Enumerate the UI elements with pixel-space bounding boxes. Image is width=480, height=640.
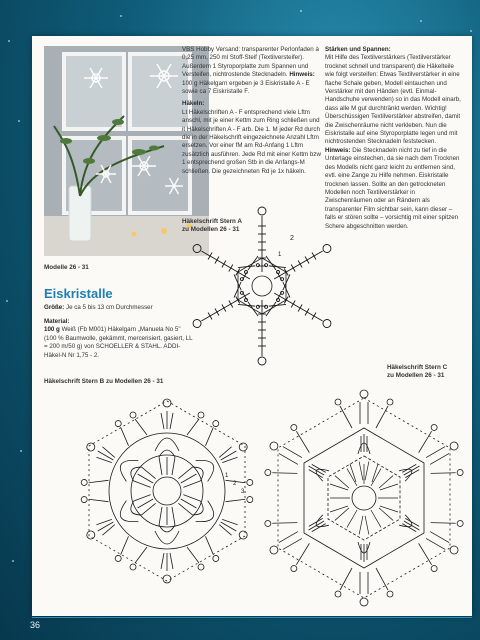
hint-label: Hinweis:: [289, 71, 315, 79]
crochet-diagram-star-c: [262, 386, 467, 611]
round-mark-a-2: 2: [290, 235, 294, 242]
models-label: Modelle 26 - 31: [44, 264, 89, 271]
material-info: [44, 318, 194, 364]
hint-text: 100 g Häkelgarn ergeben je 3 Eiskristalle A - E sowie ca 7 Eiskristalle F.: [182, 79, 310, 96]
crochet-diagram-star-b: [62, 391, 272, 591]
staerken-hint-text: Die Stecknadeln nicht zu tief in die Unterlage einstechen, da sie nach dem Trocknen des Modells nicht ganz leicht zu entfernen sind, evtl. eine Zange zu Hilfe nehmen. Eiskristalle trocknen lassen. Sollte an den getrockneten Modellen noch Textilverstärker in Zwischenräumen oder an Rändern als transparenter Film sichtbar sein, kann dieser – falls er stören sollte – vorsichtig mit einer spitzen Schere abgeschnitten werden.: [325, 146, 460, 230]
page-number: 36: [30, 620, 41, 630]
material-text: Weiß (Fb M001) Häkelgarn „Manuela No 5" (100 % Baumwolle, gekämmt, mercerisiert, gasiert, LL = 200 m/50 g) von SCHOELLER & STAHL. ADDI-Häkel-N Nr 1,75 - 2.: [44, 326, 193, 359]
haekeln-heading: Häkeln:: [182, 100, 205, 108]
material-heading: Material:: [44, 318, 70, 325]
crochet-diagram-star-a: [182, 201, 342, 371]
label-diagram-c: Häkelschrift Stern C zu Modellen 26 - 31: [387, 364, 448, 379]
staerken-text: Mit Hilfe des Textilverstärkers (Textilverstärker trocknet schnell und transparent) die Häkelteile wie folgt versteifen: Etwas Textilverstärker in eine flache Schale geben, Modell eintauchen und Verstärker mit den Händen (evtl. Einmal-Handschuhe verwenden) so in das Modell einarb, dass alle M gut durchtränkt werden. Wichtig! Überschüssigen Textilverstärker abstreifen, damit die Zwischenräume nicht verkleben. Nun die Eiskristalle auf eine Styroporplatte legen und mit nichtrostenden Stecknadeln feststecken.: [325, 54, 461, 146]
material-amount: 100 g: [44, 326, 60, 334]
catalog-page: [32, 36, 472, 616]
intro-text: VBS Hobby Versand: transparenter Perlonfaden à 0,25 mm, 250 ml Stoff-Steif (Textilversteifer). Außerdem 1 Styroporplatte zum Spannen und Versteifen, nichtrostende Stecknadeln.: [182, 46, 319, 79]
haekeln-text: Lt Häkelschriften A - F entsprechend viele Lftm anschl, mit je einer Kettm zum Ring schließen und it Häkelschriften A - F arb. Die 1. M jeder Rd durch die in der Häkelschrift eingezeichnete Anzahl Lftm ersetzen. Vor einer fM am Rd-Anfang 1 Lftm zusätzlich ausführen. Jede Rd mit einer Kettm bzw 1 entsprechend großen Stb in die Anfangs-M schließen. Die gezeichneten Rd je 1x häkeln.: [182, 108, 321, 175]
label-diagram-a: Häkelschrift Stern A zu Modellen 26 - 31: [182, 218, 242, 233]
page-title: Eiskristalle: [44, 286, 113, 301]
size-info: [44, 304, 194, 316]
round-mark-b-2: 2: [233, 481, 237, 487]
round-mark-a-1: 1: [278, 252, 282, 258]
round-mark-b-1: 1: [225, 473, 229, 479]
size-label: Größe:: [44, 304, 65, 311]
page-footer-rule: [32, 617, 472, 618]
staerken-heading: Stärken und Spannen:: [325, 46, 391, 53]
size-text: Je ca 5 bis 13 cm Durchmesser: [66, 304, 153, 311]
intro-column: [182, 46, 322, 180]
staerken-column: [325, 46, 463, 235]
round-mark-b-3: 3: [241, 489, 245, 495]
staerken-hint-label: Hinweis:: [325, 146, 351, 154]
label-diagram-b: Häkelschrift Stern B zu Modellen 26 - 31: [44, 378, 164, 385]
